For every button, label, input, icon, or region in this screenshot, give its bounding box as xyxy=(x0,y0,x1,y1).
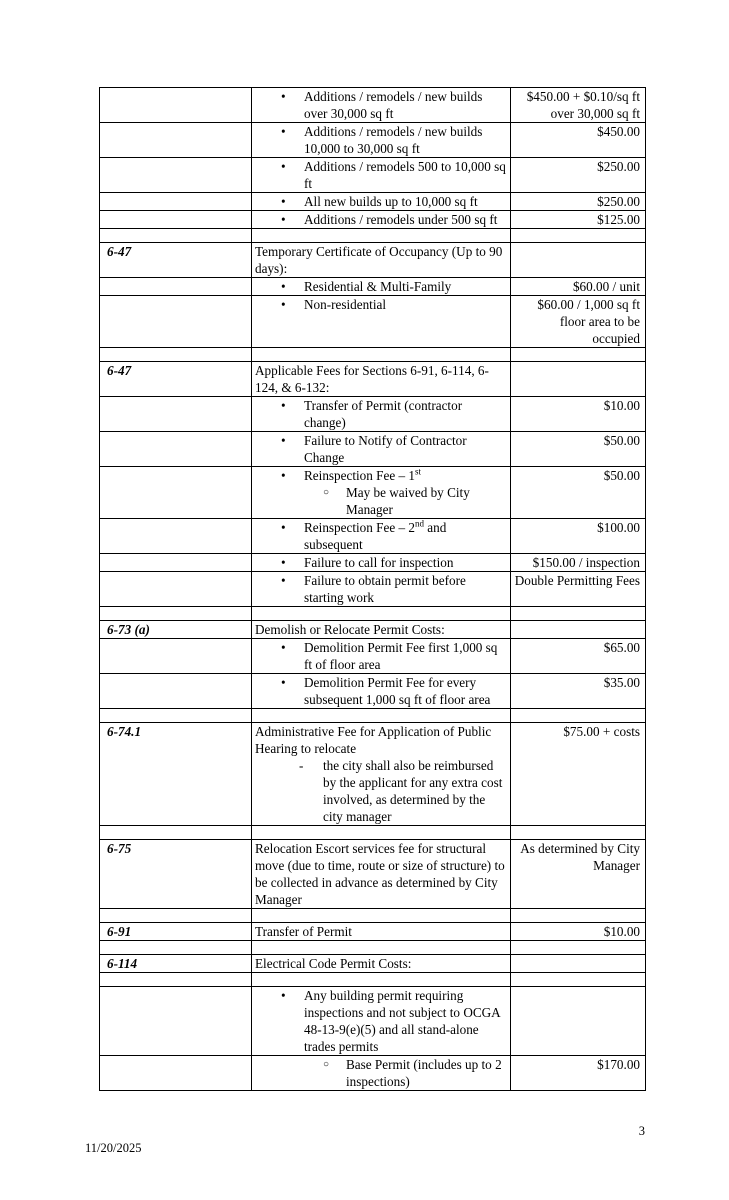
section-cell xyxy=(100,229,252,243)
item-text: the city shall also be reimbursed by the applicant for any extra cost involved, as determined by the city manager xyxy=(323,758,503,824)
fee-schedule-table xyxy=(99,87,646,1091)
table-row xyxy=(100,243,646,278)
spacer-row xyxy=(100,348,646,362)
bullet-list-item xyxy=(281,211,507,228)
fee-cell xyxy=(511,229,646,243)
description-cell xyxy=(252,987,511,1056)
table-row xyxy=(100,278,646,296)
section-cell xyxy=(100,519,252,554)
item-text: Failure to Notify of Contractor Change xyxy=(304,433,467,465)
spacer-row xyxy=(100,709,646,723)
table-row xyxy=(100,296,646,348)
circle-glyph-icon: ○ xyxy=(323,487,330,498)
bullet-glyph-icon: • xyxy=(281,159,286,174)
fee-cell xyxy=(511,621,646,639)
section-cell xyxy=(100,554,252,572)
bullet-list-item xyxy=(281,639,507,673)
fee-cell: $150.00 / inspection xyxy=(511,554,646,572)
fee-cell xyxy=(511,941,646,955)
dash-glyph-icon: - xyxy=(299,758,304,773)
section-cell xyxy=(100,158,252,193)
bullet-glyph-icon: • xyxy=(281,520,286,535)
description-cell xyxy=(252,909,511,923)
section-cell xyxy=(100,467,252,519)
fee-cell xyxy=(511,973,646,987)
bullet-list-item xyxy=(281,467,507,484)
item-text: May be waived by City Manager xyxy=(346,485,470,517)
item-text: All new builds up to 10,000 sq ft xyxy=(304,194,478,209)
description-cell xyxy=(252,348,511,362)
bullet-glyph-icon: • xyxy=(281,194,286,209)
description-text: Administrative Fee for Application of Public Hearing to relocate xyxy=(255,724,492,756)
description-cell xyxy=(252,193,511,211)
fee-cell xyxy=(511,348,646,362)
section-cell: 6-47 xyxy=(100,243,252,278)
table-row xyxy=(100,519,646,554)
description-cell xyxy=(252,723,511,826)
item-text: Any building permit requiring inspections and not subject to OCGA 48-13-9(e)(5) and all stand-alone trades permits xyxy=(304,988,500,1054)
bullet-list-item xyxy=(281,987,507,1055)
dash-list-item xyxy=(299,757,507,825)
fee-cell: $50.00 xyxy=(511,432,646,467)
description-text: Electrical Code Permit Costs: xyxy=(255,956,412,971)
table-row xyxy=(100,158,646,193)
section-cell xyxy=(100,88,252,123)
section-cell xyxy=(100,826,252,840)
item-text: Transfer of Permit (contractor change) xyxy=(304,398,463,430)
table-row xyxy=(100,1056,646,1091)
spacer-row xyxy=(100,909,646,923)
fee-cell: $50.00 xyxy=(511,467,646,519)
description-cell xyxy=(252,88,511,123)
description-cell xyxy=(252,674,511,709)
spacer-row xyxy=(100,941,646,955)
fee-cell: $60.00 / 1,000 sq ft floor area to be occupied xyxy=(511,296,646,348)
description-cell xyxy=(252,923,511,941)
description-cell xyxy=(252,955,511,973)
bullet-glyph-icon: • xyxy=(281,555,286,570)
fee-cell: Double Permitting Fees xyxy=(511,572,646,607)
bullet-list-item xyxy=(281,193,507,210)
table-row xyxy=(100,467,646,519)
circle-list-item xyxy=(323,1056,507,1090)
fee-cell xyxy=(511,607,646,621)
bullet-list-item xyxy=(281,554,507,571)
table-row xyxy=(100,987,646,1056)
bullet-glyph-icon: • xyxy=(281,89,286,104)
fee-cell xyxy=(511,909,646,923)
fee-cell: $170.00 xyxy=(511,1056,646,1091)
section-cell: 6-73 (a) xyxy=(100,621,252,639)
table-row xyxy=(100,432,646,467)
section-cell xyxy=(100,211,252,229)
section-cell xyxy=(100,674,252,709)
circle-glyph-icon: ○ xyxy=(323,1059,330,1070)
description-text: Relocation Escort services fee for structural move (due to time, route or size of structure) to be collected in advance as determined by City Manager xyxy=(255,841,505,907)
section-cell xyxy=(100,973,252,987)
table-row xyxy=(100,362,646,397)
table-row xyxy=(100,723,646,826)
bullet-list-item xyxy=(281,296,507,313)
description-cell xyxy=(252,607,511,621)
ordinal-superscript: nd xyxy=(414,518,424,529)
section-cell xyxy=(100,709,252,723)
description-cell xyxy=(252,123,511,158)
bullet-glyph-icon: • xyxy=(281,573,286,588)
spacer-row xyxy=(100,607,646,621)
description-cell xyxy=(252,941,511,955)
description-cell xyxy=(252,278,511,296)
bullet-list-item xyxy=(281,278,507,295)
item-text: Failure to call for inspection xyxy=(304,555,454,570)
bullet-list-item xyxy=(281,123,507,157)
description-cell xyxy=(252,211,511,229)
section-cell xyxy=(100,432,252,467)
item-text: Base Permit (includes up to 2 inspections) xyxy=(346,1057,502,1089)
section-cell xyxy=(100,941,252,955)
description-cell xyxy=(252,229,511,243)
section-cell xyxy=(100,607,252,621)
description-cell xyxy=(252,709,511,723)
section-cell: 6-74.1 xyxy=(100,723,252,826)
section-cell: 6-75 xyxy=(100,840,252,909)
bullet-glyph-icon: • xyxy=(281,297,286,312)
item-text: Demolition Permit Fee first 1,000 sq ft of floor area xyxy=(304,640,498,672)
table-row xyxy=(100,572,646,607)
description-cell xyxy=(252,158,511,193)
section-cell xyxy=(100,193,252,211)
fee-cell: As determined by City Manager xyxy=(511,840,646,909)
item-text: Reinspection Fee – 1st xyxy=(304,466,421,483)
section-cell: 6-114 xyxy=(100,955,252,973)
bullet-list-item xyxy=(281,397,507,431)
section-cell xyxy=(100,1056,252,1091)
bullet-list-item xyxy=(281,88,507,122)
description-text: Transfer of Permit xyxy=(255,924,352,939)
description-cell xyxy=(252,639,511,674)
section-cell: 6-47 xyxy=(100,362,252,397)
table-row xyxy=(100,397,646,432)
table-row xyxy=(100,674,646,709)
description-cell xyxy=(252,572,511,607)
fee-cell: $450.00 xyxy=(511,123,646,158)
section-cell xyxy=(100,639,252,674)
item-text: Additions / remodels 500 to 10,000 sq ft xyxy=(304,159,506,191)
table-row xyxy=(100,193,646,211)
spacer-row xyxy=(100,229,646,243)
table-row xyxy=(100,123,646,158)
fee-cell xyxy=(511,826,646,840)
description-cell xyxy=(252,554,511,572)
section-cell xyxy=(100,572,252,607)
page-number: 3 xyxy=(638,1124,645,1138)
fee-cell: $10.00 xyxy=(511,923,646,941)
table-row xyxy=(100,923,646,941)
fee-cell: $250.00 xyxy=(511,158,646,193)
fee-cell: $250.00 xyxy=(511,193,646,211)
description-cell xyxy=(252,519,511,554)
description-cell xyxy=(252,973,511,987)
bullet-list-item xyxy=(281,674,507,708)
table-row xyxy=(100,955,646,973)
fee-cell xyxy=(511,362,646,397)
section-cell xyxy=(100,296,252,348)
bullet-list-item xyxy=(281,432,507,466)
description-cell xyxy=(252,362,511,397)
bullet-glyph-icon: • xyxy=(281,468,286,483)
item-text: Non-residential xyxy=(304,297,387,312)
description-cell xyxy=(252,621,511,639)
fee-cell: $60.00 / unit xyxy=(511,278,646,296)
footer-date: 11/20/2025 xyxy=(85,1141,142,1155)
section-cell xyxy=(100,348,252,362)
description-cell xyxy=(252,467,511,519)
fee-cell: $35.00 xyxy=(511,674,646,709)
bullet-list-item xyxy=(281,519,507,553)
fee-table-body xyxy=(100,88,646,1091)
section-cell xyxy=(100,987,252,1056)
bullet-glyph-icon: • xyxy=(281,212,286,227)
item-text: Demolition Permit Fee for every subsequent 1,000 sq ft of floor area xyxy=(304,675,491,707)
table-row xyxy=(100,621,646,639)
fee-cell: $10.00 xyxy=(511,397,646,432)
fee-cell: $125.00 xyxy=(511,211,646,229)
description-text: Applicable Fees for Sections 6-91, 6-114, 6-124, & 6-132: xyxy=(255,363,489,395)
table-row xyxy=(100,840,646,909)
fee-cell xyxy=(511,243,646,278)
fee-cell xyxy=(511,987,646,1056)
section-cell xyxy=(100,123,252,158)
bullet-glyph-icon: • xyxy=(281,988,286,1003)
bullet-list-item xyxy=(281,158,507,192)
item-text: Failure to obtain permit before starting work xyxy=(304,573,466,605)
bullet-glyph-icon: • xyxy=(281,675,286,690)
item-text: Residential & Multi-Family xyxy=(304,279,452,294)
bullet-glyph-icon: • xyxy=(281,433,286,448)
section-cell xyxy=(100,909,252,923)
description-cell xyxy=(252,432,511,467)
item-text: Additions / remodels under 500 sq ft xyxy=(304,212,498,227)
fee-cell: $75.00 + costs xyxy=(511,723,646,826)
description-text: Demolish or Relocate Permit Costs: xyxy=(255,622,445,637)
fee-cell: $450.00 + $0.10/sq ft over 30,000 sq ft xyxy=(511,88,646,123)
bullet-glyph-icon: • xyxy=(281,124,286,139)
fee-cell xyxy=(511,955,646,973)
bullet-glyph-icon: • xyxy=(281,398,286,413)
description-cell xyxy=(252,840,511,909)
item-text: Additions / remodels / new builds 10,000 to 30,000 sq ft xyxy=(304,124,483,156)
item-text: Reinspection Fee – 2nd and subsequent xyxy=(304,518,447,552)
section-cell xyxy=(100,278,252,296)
fee-cell xyxy=(511,709,646,723)
description-text: Temporary Certificate of Occupancy (Up to 90 days): xyxy=(255,244,503,276)
description-cell xyxy=(252,243,511,278)
circle-list-item xyxy=(323,484,507,518)
description-cell xyxy=(252,1056,511,1091)
spacer-row xyxy=(100,973,646,987)
table-row xyxy=(100,639,646,674)
spacer-row xyxy=(100,826,646,840)
bullet-glyph-icon: • xyxy=(281,640,286,655)
description-cell xyxy=(252,397,511,432)
description-cell xyxy=(252,826,511,840)
bullet-list-item xyxy=(281,572,507,606)
section-cell xyxy=(100,397,252,432)
ordinal-superscript: st xyxy=(414,466,421,477)
description-cell xyxy=(252,296,511,348)
table-row xyxy=(100,211,646,229)
fee-cell: $65.00 xyxy=(511,639,646,674)
table-row xyxy=(100,554,646,572)
table-row xyxy=(100,88,646,123)
fee-cell: $100.00 xyxy=(511,519,646,554)
section-cell: 6-91 xyxy=(100,923,252,941)
bullet-glyph-icon: • xyxy=(281,279,286,294)
item-text: Additions / remodels / new builds over 30,000 sq ft xyxy=(304,89,483,121)
